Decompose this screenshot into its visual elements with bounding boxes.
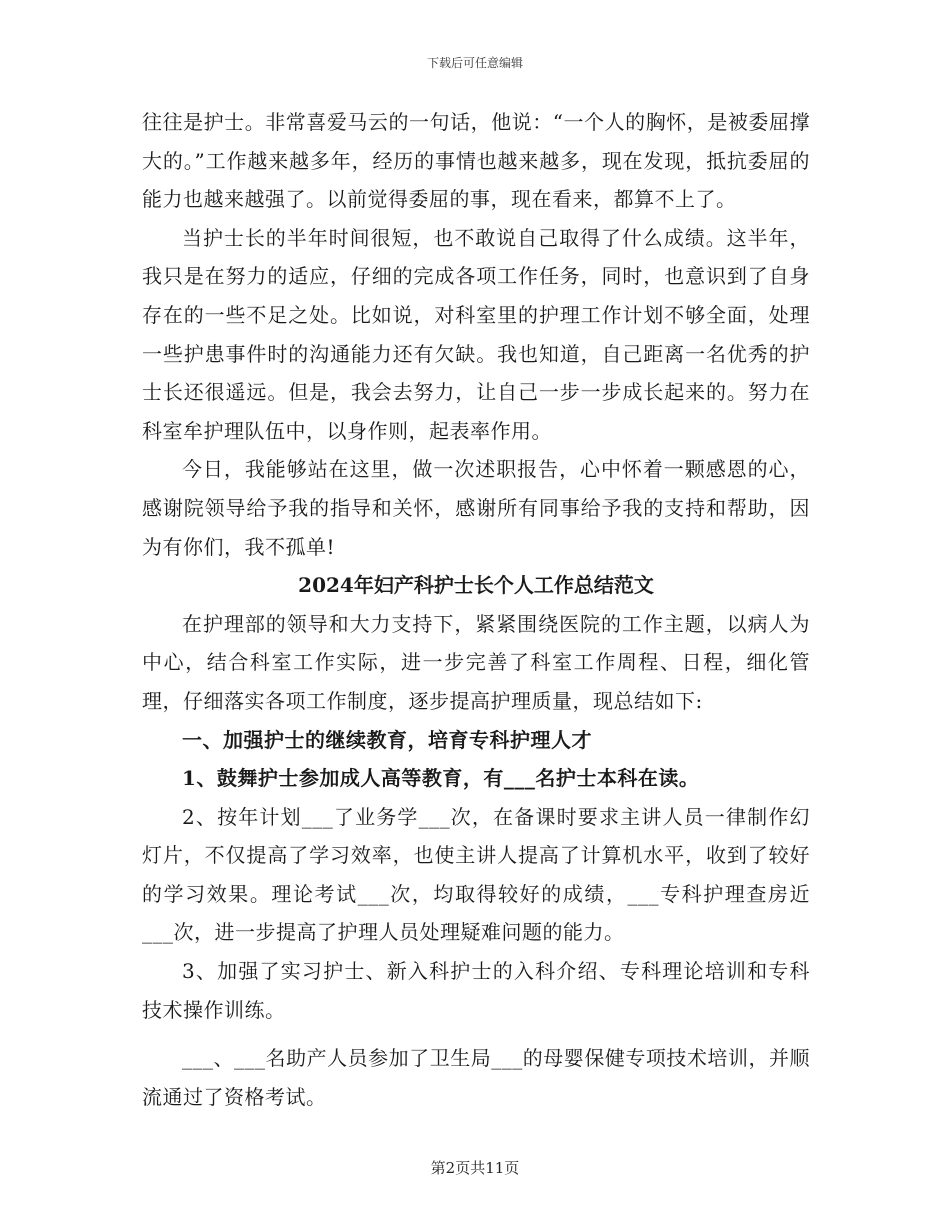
item-1: 1、鼓舞护士参加成人高等教育，有___名护士本科在读。 — [182, 766, 700, 791]
item-3: 3、加强了实习护士、新入科护士的入科介绍、专科理论培训和专科技术操作训练。 — [142, 959, 810, 1022]
document-body — [142, 103, 810, 1116]
paragraph-3: 今日，我能够站在这里，做一次述职报告，心中怀着一颗感恩的心，感谢院领导给予我的指导和关怀，感谢所有同事给予我的支持和帮助，因为有你们，我不孤单! — [142, 457, 810, 559]
page-footer: 第2页共11页 — [430, 1159, 520, 1177]
paragraph-1: 往往是护士。非常喜爱马云的一句话，他说：“一个人的胸怀，是被委屈撑大的。”工作越来越多年，经历的事情也越来越多，现在发现，抵抗委屈的能力也越来越强了。以前觉得委屈的事，现在看来，都算不上了。 — [142, 110, 810, 212]
item-2: 2、按年计划___了业务学___次，在备课时要求主讲人员一律制作幻灯片，不仅提高了学习效率，也使主讲人提高了计算机水平，收到了较好的学习效果。理论考试___次，均取得较好的成绩，___专科护理查房近___次，进一步提高了护理人员处理疑难问题的能力。 — [142, 804, 810, 945]
page-header: 下载后可任意编辑 — [426, 56, 523, 70]
heading-1: 一、加强护士的继续教育，培育专科护理人才 — [182, 727, 592, 752]
paragraph-intro: 在护理部的领导和大力支持下，紧紧围绕医院的工作主题，以病人为中心，结合科室工作实际，进一步完善了科室工作周程、日程，细化管理，仔细落实各项工作制度，逐步提高护理质量，现总结如下: — [142, 611, 810, 713]
paragraph-2: 当护士长的半年时间很短，也不敢说自己取得了什么成绩。这半年，我只是在努力的适应，仔细的完成各项工作任务，同时，也意识到了自身存在的一些不足之处。比如说，对科室里的护理工作计划不够全面，处理一些护患事件时的沟通能力还有欠缺。我也知道，自己距离一名优秀的护士长还很遥远。但是，我会去努力，让自己一步一步成长起来的。努力在科室牟护理队伍中，以身作则，起表率作用。 — [142, 225, 810, 443]
section-title: 2024年妇产科护士长个人工作总结范文 — [298, 573, 654, 598]
item-4: ___、___名助产人员参加了卫生局___的母婴保健专项技术培训，并顺流通过了资格考试。 — [142, 1046, 810, 1109]
